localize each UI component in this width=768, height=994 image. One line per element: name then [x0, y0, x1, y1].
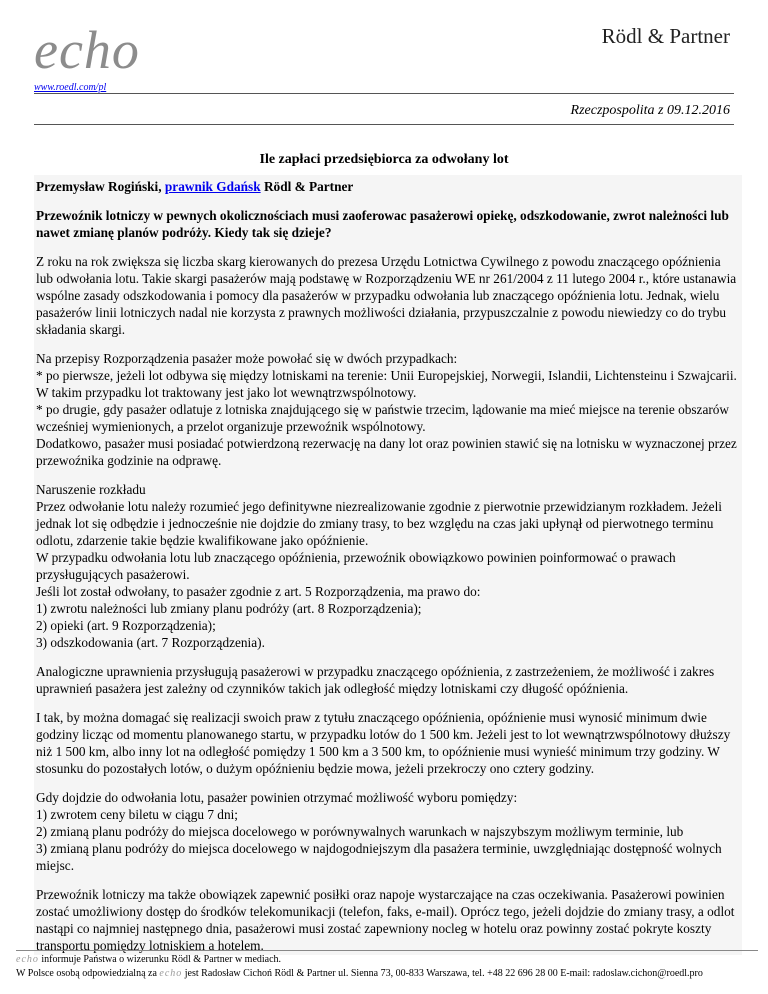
article-title: Ile zapłaci przedsiębiorca za odwołany lot [259, 152, 509, 167]
footer-line-2 [16, 967, 758, 981]
footer [16, 950, 758, 981]
website-link[interactable]: www.roedl.com/pl [34, 82, 107, 93]
article-body [34, 175, 742, 955]
source-citation: Rzeczpospolita z 09.12.2016 [570, 103, 730, 118]
article-paragraph: Na przepisy Rozporządzenia pasażer może powołać się w dwóch przypadkach: * po pierwsze, jeżeli lot odbywa się między lotniskami na terenie: Unii Europejskiej, Norwegii, Islandii, Lichtensteinu i Szwajcarii. W takim przypadku lot traktowany jest jako lot wewnątrzwspólnotowy. * po drugie, gdy pasażer odlatuje z lotniska znajdującego się w państwie trzecim, lądowanie ma mieć miejsce na terenie obszarów wcześniej wymienionych, a przelot organizuje przewoźnik wspólnotowy. Dodatkowo, pasażer musi posiadać potwierdzoną rezerwację na dany lot oraz powinien stawić się na lotnisku w wyznaczonej przez przewoźnika godzinie na odprawę. [36, 351, 737, 468]
article-paragraph: Analogiczne uprawnienia przysługują pasażerowi w przypadku znaczącego opóźnienia, z zastrzeżeniem, że możliwość i zakres uprawnień pasażera jest zależny od czynników takich jak odległość między lotniskami czy długość opóźnienia. [36, 664, 715, 696]
header-rule [34, 93, 734, 94]
article-lead: Przewoźnik lotniczy w pewnych okolicznościach musi zaoferowac pasażerowi opiekę, odszkodowanie, zwrot należności lub nawet zmianę planów podróży. Kiedy tak się dzieje? [36, 208, 729, 240]
brand-name: Rödl & Partner [601, 24, 730, 48]
header-rule-bottom [34, 124, 734, 125]
footer-echo-inline: echo [159, 968, 183, 979]
article-paragraphs [36, 253, 740, 954]
footer-line-1 [16, 953, 758, 967]
author-line [36, 178, 740, 195]
author-role-link[interactable]: prawnik Gdańsk [164, 179, 261, 194]
article-paragraph: Gdy dojdzie do odwołania lotu, pasażer powinien otrzymać możliwość wyboru pomiędzy: 1) zwrotem ceny biletu w ciągu 7 dni; 2) zmianą planu podróży do miejsca docelowego w porównywalnych warunkach w najszybszym możliwym terminie, lub 3) zmianą planu podróży do miejsca docelowego w najdogodniejszym dla pasażera terminie, uwzględniając dostępność wolnych miejsc. [36, 790, 722, 873]
footer-line-1-text: informuje Państwa o wizerunku Rödl & Partner w mediach. [38, 954, 282, 965]
footer-line-2-start: W Polsce osobą odpowiedzialną za [16, 968, 160, 979]
footer-echo: echo [16, 954, 39, 965]
footer-line-2-text: jest Radosław Cichoń Rödl & Partner ul. Sienna 73, 00-833 Warszawa, tel. +48 22 696 28 00 E-mail: radoslaw.cichon@roedl.pro [182, 968, 703, 979]
article-paragraph: Przewoźnik lotniczy ma także obowiązek zapewnić posiłki oraz napoje wystarczające na czas oczekiwania. Pasażerowi powinien zostać umożliwiony dostęp do środków telekomunikacji (telefon, faks, e-mail). Oprócz tego, jeżeli dojdzie do zmiany trasy, a odlot nastąpi co najmniej następnego dnia, pasażerowi musi zostać zapewniony nocleg w hotelu oraz powinny zostać pokryte koszty transportu pomiędzy lotniskiem a hotelem. [36, 887, 735, 953]
article-paragraph: Z roku na rok zwiększa się liczba skarg kierowanych do prezesa Urzędu Lotnictwa Cywilnego z powodu znaczącego opóźnienia lub odwołania lotu. Takie skargi pasażerów mają podstawę w Rozporządzeniu WE nr 261/2004 z 11 lutego 2004 r., które ustanawia wspólne zasady odszkodowania i pomocy dla pasażerów w przypadku odwołania lub znaczącego opóźnienia lotu. Jednak, wielu pasażerów linii lotniczych nadal nie korzysta z prawnych możliwości działania, przypuszczalnie z powodu niewiedzy co do trybu składania skargi. [36, 254, 737, 337]
article-paragraph: I tak, by można domagać się realizacji swoich praw z tytułu znaczącego opóźnienia, opóźnienie musi wynosić minimum dwie godziny licząc od momentu planowanego startu, w przypadku lotów do 1 500 km. Jeżeli jest to lot wewnątrzwspólnotowy dłuższy niż 1 500 km, albo inny lot na odległość pomiędzy 1 500 km a 3 500 km, to opóźnienie musi wynieść minimum trzy godziny. W stosunku do pozostałych lotów, o dużym opóźnieniu będzie mowa, jeżeli przekroczy ono cztery godziny. [36, 710, 731, 776]
author-company: Rödl & Partner [260, 179, 354, 194]
article-paragraph: Naruszenie rozkładu Przez odwołanie lotu należy rozumieć jego definitywne niezrealizowanie zgodnie z pierwotnie przewidzianym rozkładem. Jeżeli jednak lot się odbędzie i jednocześnie nie dojdzie do zmiany trasy, to bez względu na czas jaki upłynął od pierwotnego terminu odlotu, zdarzenie takie będzie kwalifikowane jako opóźnienie. W przypadku odwołania lotu lub znaczącego opóźnienia, przewoźnik obowiązkowo powinien poinformować o prawach przysługujących pasażerowi. Jeśli lot został odwołany, to pasażer zgodnie z art. 5 Rozporządzenia, ma prawo do: 1) zwrotu należności lub zmiany planu podróży (art. 8 Rozporządzenia); 2) opieki (art. 9 Rozporządzenia); 3) odszkodowania (art. 7 Rozporządzenia). [36, 482, 722, 650]
author-name: Przemysław Rogiński, [36, 179, 165, 194]
echo-logo: echo [34, 20, 140, 80]
